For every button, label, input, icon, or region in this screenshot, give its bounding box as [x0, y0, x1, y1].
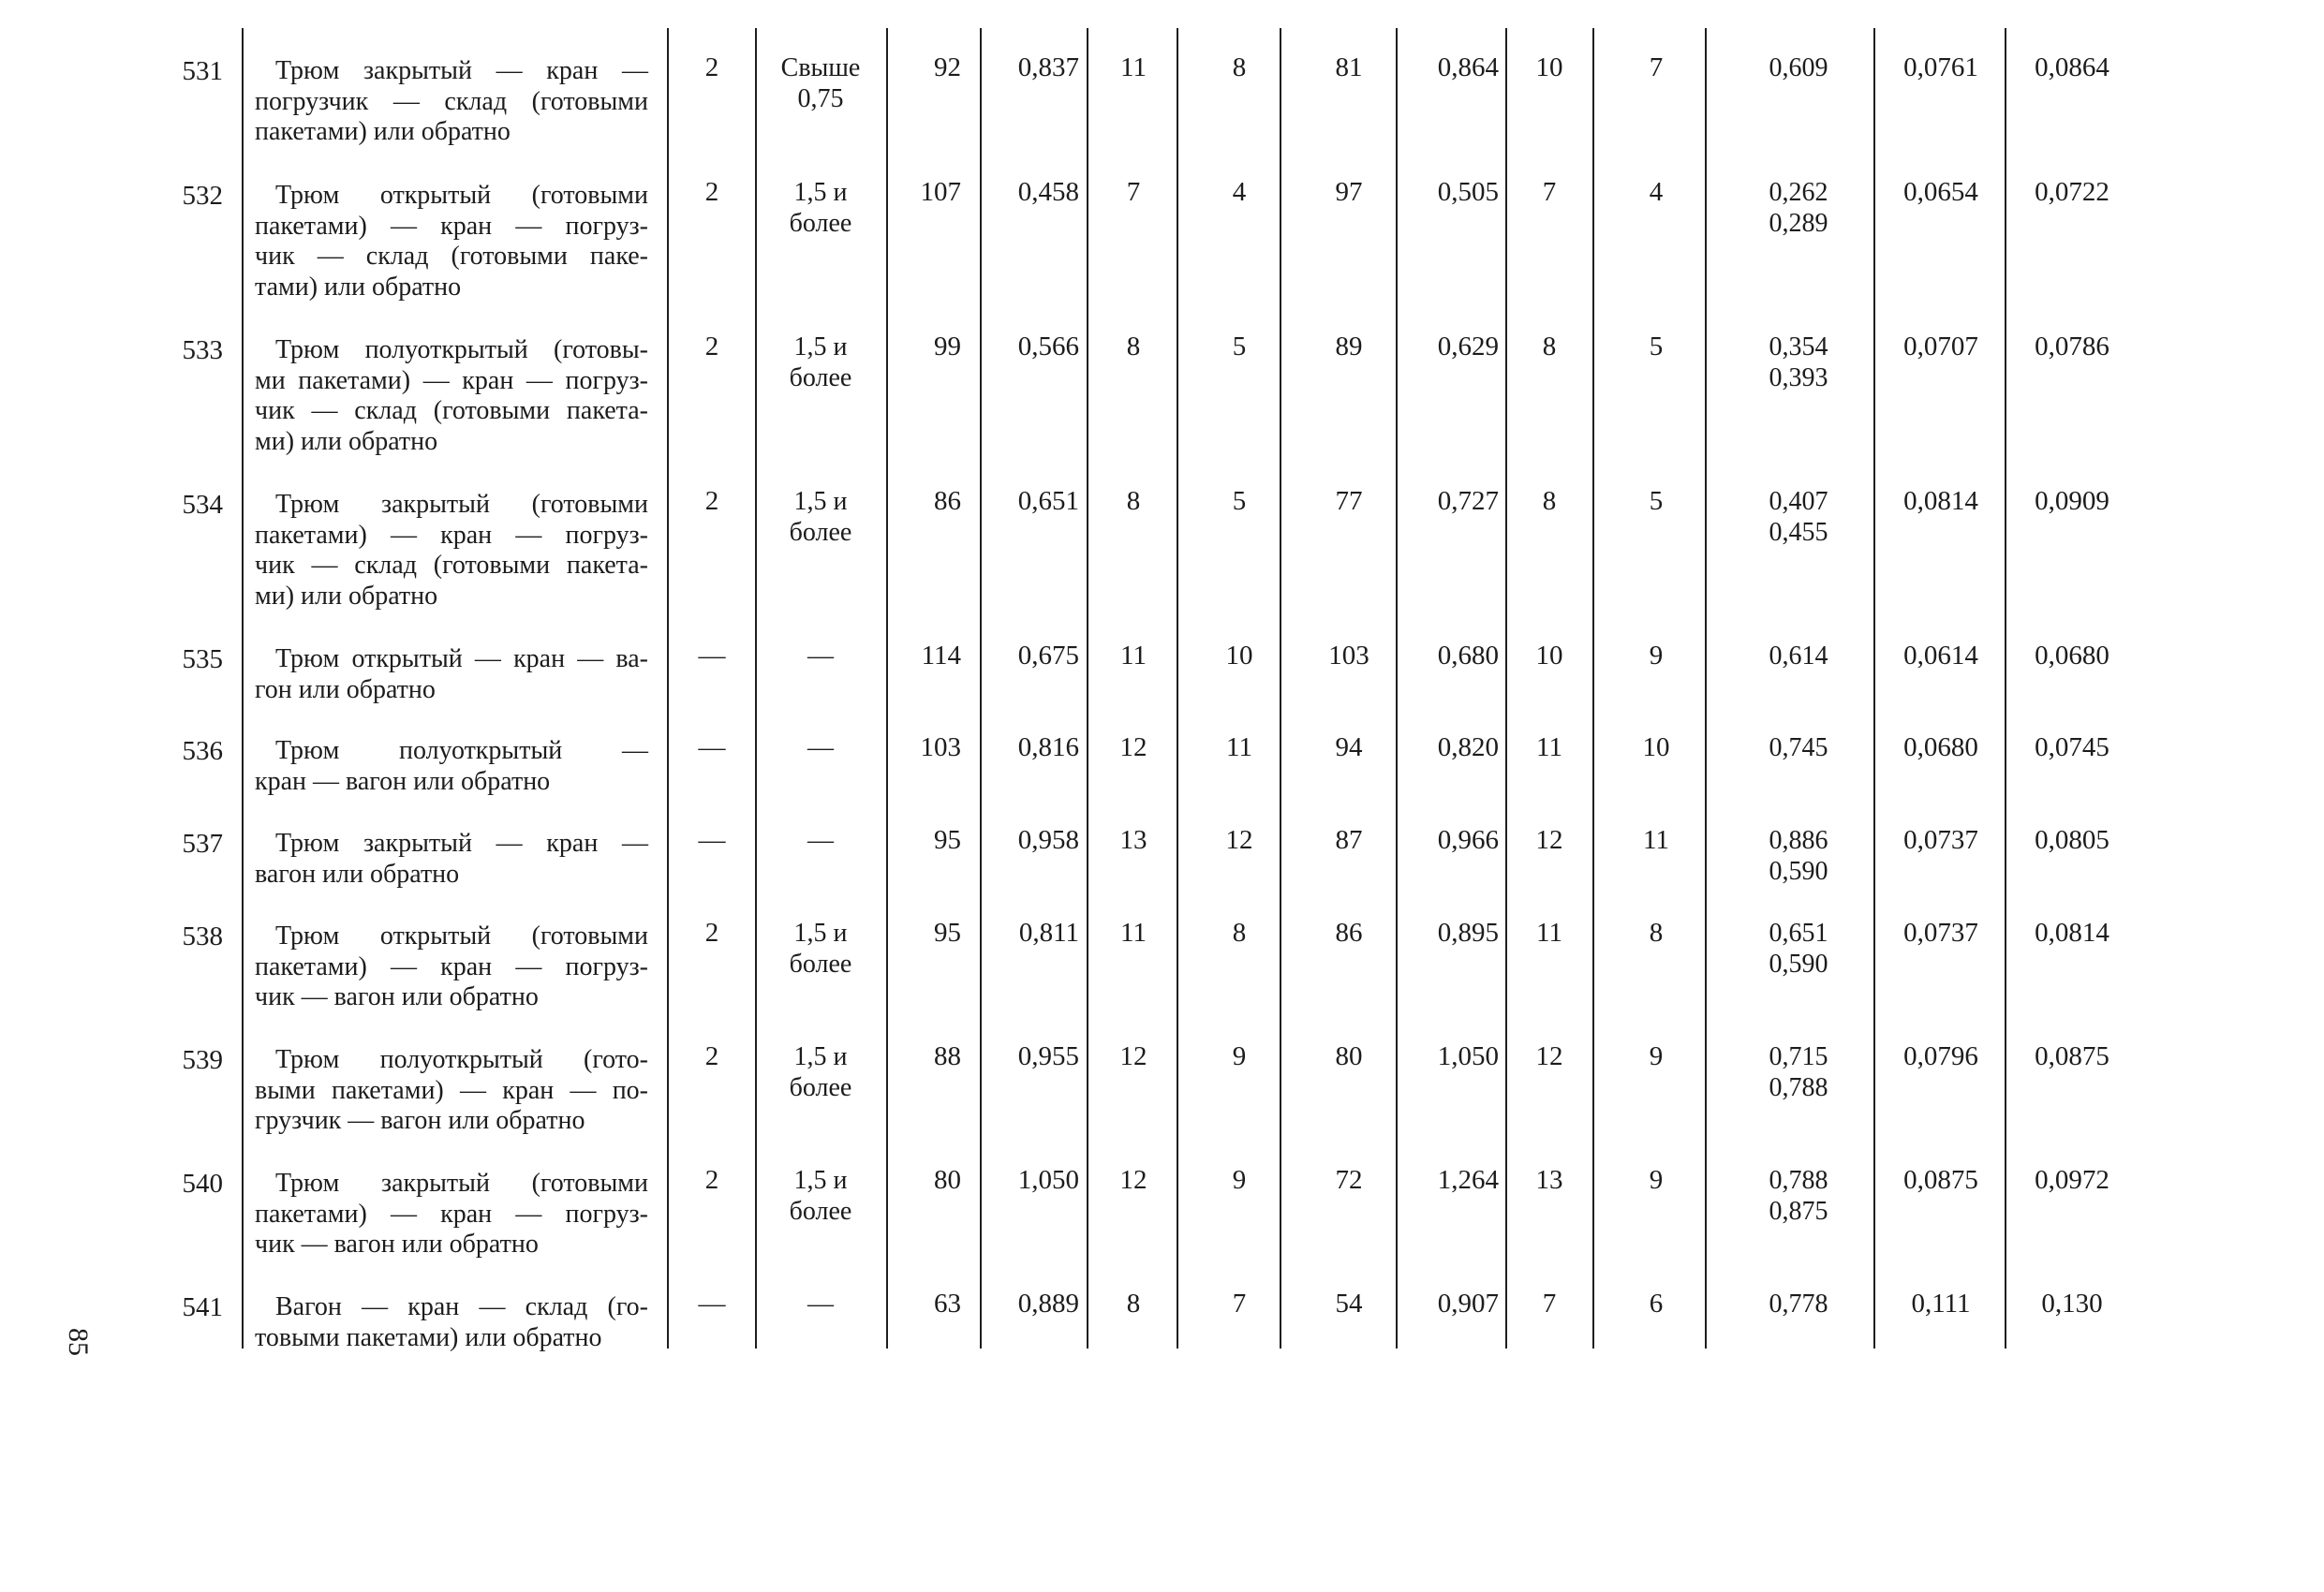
- description-line: ми) или обратно: [255, 581, 438, 611]
- value-c12: 0,393: [1769, 363, 1828, 392]
- value-c14: 0,0972: [2035, 1165, 2109, 1195]
- value-c14: 0,0786: [2035, 332, 2109, 361]
- operation-description: [255, 181, 648, 302]
- value-c2: —: [698, 641, 726, 671]
- description-line: Трюм полуоткрытый (готовы-: [275, 335, 648, 364]
- row-number: 536: [182, 736, 223, 766]
- value-c2: 2: [704, 332, 719, 361]
- value-c7: 11: [1226, 732, 1252, 762]
- value-c3: более: [789, 518, 852, 547]
- value-c13: 0,0707: [1903, 332, 1978, 361]
- description-line: тами) или обратно: [255, 272, 462, 302]
- value-c4: 92: [934, 52, 961, 82]
- value-c9: 0,680: [1437, 641, 1499, 671]
- column-divider: [1592, 28, 1594, 1349]
- value-c9: 0,895: [1437, 918, 1499, 948]
- description-line: Трюм закрытый (готовыми: [275, 490, 648, 519]
- value-c12: 0,289: [1769, 209, 1828, 238]
- value-c8: 54: [1335, 1289, 1363, 1319]
- value-c4: 103: [920, 732, 961, 762]
- value-c2: 2: [704, 52, 719, 82]
- value-c7: 5: [1232, 486, 1247, 516]
- value-c3: более: [789, 1197, 852, 1226]
- description-line: Трюм открытый (готовыми: [275, 181, 648, 210]
- value-c7: 12: [1225, 825, 1253, 855]
- value-c7: 8: [1232, 918, 1247, 948]
- value-c11: 10: [1642, 732, 1670, 762]
- value-c6: 13: [1119, 825, 1147, 855]
- value-c3: 1,5 и: [793, 1166, 848, 1195]
- value-c11: 4: [1649, 177, 1664, 207]
- description-line: чик — вагон или обратно: [255, 982, 539, 1011]
- value-c9: 0,820: [1437, 732, 1499, 762]
- value-c3: —: [807, 733, 834, 762]
- value-c4: 107: [920, 177, 961, 207]
- value-c11: 6: [1649, 1289, 1664, 1319]
- value-c7: 7: [1232, 1289, 1247, 1319]
- value-c11: 7: [1649, 52, 1664, 82]
- value-c14: 0,0745: [2035, 732, 2109, 762]
- description-line: Трюм закрытый (готовыми: [275, 1169, 648, 1198]
- value-c10: 7: [1542, 1289, 1557, 1319]
- value-c5: 0,675: [1017, 641, 1079, 671]
- value-c2: 2: [704, 1165, 719, 1195]
- value-c5: 0,889: [1017, 1289, 1079, 1319]
- value-c12: 0,354: [1769, 332, 1828, 361]
- value-c10: 11: [1536, 918, 1562, 948]
- value-c3: 1,5 и: [793, 919, 848, 948]
- value-c8: 77: [1335, 486, 1363, 516]
- value-c3: более: [789, 950, 852, 979]
- row-number: 534: [182, 490, 223, 520]
- value-c12: 0,590: [1769, 857, 1828, 886]
- value-c11: 5: [1649, 486, 1664, 516]
- operation-description: [255, 829, 648, 890]
- value-c8: 72: [1335, 1165, 1363, 1195]
- column-divider: [1280, 28, 1281, 1349]
- value-c5: 0,837: [1017, 52, 1079, 82]
- operation-description: [255, 1292, 648, 1353]
- value-c9: 0,727: [1437, 486, 1499, 516]
- description-line: Трюм закрытый — кран —: [275, 829, 648, 858]
- value-c12: 0,407: [1769, 487, 1828, 516]
- description-line: пакетами) — кран — погруз-: [255, 520, 648, 550]
- value-c3: —: [807, 1290, 834, 1319]
- row-number: 539: [182, 1045, 223, 1075]
- description-line: чик — склад (готовыми пакета-: [255, 551, 648, 580]
- description-line: пакетами) — кран — погруз-: [255, 951, 648, 981]
- value-c11: 9: [1649, 641, 1664, 671]
- column-divider: [1505, 28, 1507, 1349]
- column-divider: [667, 28, 669, 1349]
- value-c5: 0,651: [1017, 486, 1079, 516]
- description-line: выми пакетами) — кран — по-: [255, 1075, 648, 1105]
- column-divider: [242, 28, 244, 1349]
- value-c4: 86: [934, 486, 961, 516]
- value-c9: 0,966: [1437, 825, 1499, 855]
- operation-description: [255, 490, 648, 612]
- value-c10: 13: [1535, 1165, 1563, 1195]
- value-c14: 0,0814: [2035, 918, 2109, 948]
- value-c2: 2: [704, 1041, 719, 1071]
- value-c10: 7: [1542, 177, 1557, 207]
- value-c5: 0,566: [1017, 332, 1079, 361]
- description-line: пакетами) — кран — погруз-: [255, 1199, 648, 1229]
- value-c3: 1,5 и: [793, 487, 848, 516]
- value-c3: более: [789, 209, 852, 238]
- value-c10: 10: [1535, 52, 1563, 82]
- value-c3: 1,5 и: [793, 178, 848, 207]
- value-c14: 0,0680: [2035, 641, 2109, 671]
- description-line: чик — склад (готовыми паке-: [255, 242, 648, 271]
- value-c14: 0,0875: [2035, 1041, 2109, 1071]
- value-c12: 0,590: [1769, 950, 1828, 979]
- value-c10: 11: [1536, 732, 1562, 762]
- value-c10: 12: [1535, 1041, 1563, 1071]
- value-c8: 87: [1335, 825, 1363, 855]
- column-divider: [1087, 28, 1088, 1349]
- value-c2: —: [698, 825, 726, 855]
- value-c7: 4: [1232, 177, 1247, 207]
- value-c4: 114: [921, 641, 961, 671]
- value-c8: 97: [1335, 177, 1363, 207]
- row-number: 541: [182, 1292, 223, 1322]
- value-c3: более: [789, 1073, 852, 1102]
- value-c2: 2: [704, 918, 719, 948]
- value-c12: 0,609: [1769, 53, 1828, 82]
- description-line: ми) или обратно: [255, 426, 438, 456]
- value-c8: 86: [1335, 918, 1363, 948]
- value-c9: 0,629: [1437, 332, 1499, 361]
- description-line: пакетами) — кран — погруз-: [255, 211, 648, 241]
- value-c2: —: [698, 732, 726, 762]
- value-c7: 9: [1232, 1165, 1247, 1195]
- value-c13: 0,0737: [1903, 825, 1978, 855]
- value-c3: Свыше: [780, 53, 861, 82]
- value-c4: 95: [934, 825, 961, 855]
- value-c2: 2: [704, 177, 719, 207]
- value-c3: 1,5 и: [793, 332, 848, 361]
- value-c13: 0,0654: [1903, 177, 1978, 207]
- value-c6: 11: [1120, 641, 1147, 671]
- value-c9: 1,264: [1437, 1165, 1499, 1195]
- value-c10: 10: [1535, 641, 1563, 671]
- value-c12: 0,455: [1769, 518, 1828, 547]
- operation-description: [255, 1169, 648, 1260]
- value-c12: 0,715: [1769, 1042, 1828, 1071]
- value-c14: 0,0909: [2035, 486, 2109, 516]
- description-line: пакетами) или обратно: [255, 117, 511, 146]
- value-c12: 0,778: [1769, 1290, 1828, 1319]
- row-number: 535: [182, 644, 223, 674]
- value-c6: 11: [1120, 52, 1147, 82]
- value-c7: 9: [1232, 1041, 1247, 1071]
- value-c10: 12: [1535, 825, 1563, 855]
- description-line: ми пакетами) — кран — погруз-: [255, 365, 648, 395]
- value-c8: 80: [1335, 1041, 1363, 1071]
- operation-description: [255, 921, 648, 1013]
- row-number: 538: [182, 921, 223, 951]
- value-c13: 0,0680: [1903, 732, 1978, 762]
- description-line: Трюм полуоткрытый (гото-: [275, 1045, 648, 1074]
- description-line: грузчик — вагон или обратно: [255, 1106, 585, 1135]
- value-c3: более: [789, 363, 852, 392]
- column-divider: [980, 28, 982, 1349]
- value-c13: 0,0737: [1903, 918, 1978, 948]
- description-line: товыми пакетами) или обратно: [255, 1322, 602, 1352]
- operation-description: [255, 335, 648, 457]
- value-c11: 9: [1649, 1041, 1664, 1071]
- value-c4: 88: [934, 1041, 961, 1071]
- value-c13: 0,0614: [1903, 641, 1978, 671]
- value-c6: 7: [1126, 177, 1141, 207]
- value-c10: 8: [1542, 486, 1557, 516]
- value-c11: 9: [1649, 1165, 1664, 1195]
- value-c9: 0,864: [1437, 52, 1499, 82]
- value-c8: 103: [1328, 641, 1369, 671]
- column-divider: [1396, 28, 1398, 1349]
- value-c6: 12: [1119, 1041, 1147, 1071]
- value-c6: 12: [1119, 1165, 1147, 1195]
- value-c5: 0,811: [1018, 918, 1079, 948]
- value-c12: 0,875: [1769, 1197, 1828, 1226]
- value-c8: 94: [1335, 732, 1363, 762]
- value-c14: 0,0805: [2035, 825, 2109, 855]
- operation-description: [255, 1045, 648, 1137]
- description-line: Трюм закрытый — кран —: [275, 56, 648, 85]
- description-line: Трюм открытый — кран — ва-: [275, 644, 648, 673]
- value-c11: 8: [1649, 918, 1664, 948]
- value-c13: 0,0875: [1903, 1165, 1978, 1195]
- value-c14: 0,0864: [2035, 52, 2109, 82]
- value-c9: 1,050: [1437, 1041, 1499, 1071]
- value-c4: 95: [934, 918, 961, 948]
- description-line: гон или обратно: [255, 674, 436, 704]
- operation-description: [255, 736, 648, 797]
- value-c12: 0,788: [1769, 1073, 1828, 1102]
- description-line: Вагон — кран — склад (го-: [275, 1292, 648, 1321]
- value-c3: 1,5 и: [793, 1042, 848, 1071]
- row-number: 533: [182, 335, 223, 365]
- value-c12: 0,886: [1769, 826, 1828, 855]
- value-c5: 0,955: [1017, 1041, 1079, 1071]
- value-c12: 0,745: [1769, 733, 1828, 762]
- value-c13: 0,0814: [1903, 486, 1978, 516]
- value-c13: 0,0761: [1903, 52, 1978, 82]
- value-c5: 0,458: [1017, 177, 1079, 207]
- value-c3: —: [807, 641, 834, 671]
- value-c6: 12: [1119, 732, 1147, 762]
- value-c5: 0,816: [1017, 732, 1079, 762]
- value-c7: 5: [1232, 332, 1247, 361]
- value-c14: 0,0722: [2035, 177, 2109, 207]
- row-number: 537: [182, 829, 223, 859]
- value-c8: 89: [1335, 332, 1363, 361]
- value-c8: 81: [1335, 52, 1363, 82]
- value-c4: 99: [934, 332, 961, 361]
- page-number: 85: [63, 1328, 94, 1356]
- column-divider: [2005, 28, 2006, 1349]
- value-c13: 0,111: [1911, 1289, 1971, 1319]
- row-number: 531: [182, 56, 223, 86]
- column-divider: [1177, 28, 1178, 1349]
- operation-description: [255, 56, 648, 148]
- value-c12: 0,262: [1769, 178, 1828, 207]
- description-line: вагон или обратно: [255, 859, 460, 889]
- description-line: чик — вагон или обратно: [255, 1230, 539, 1259]
- description-line: Трюм полуоткрытый —: [275, 736, 648, 765]
- value-c5: 1,050: [1017, 1165, 1079, 1195]
- value-c13: 0,0796: [1903, 1041, 1978, 1071]
- value-c9: 0,907: [1437, 1289, 1499, 1319]
- value-c4: 63: [934, 1289, 961, 1319]
- value-c6: 8: [1126, 1289, 1141, 1319]
- value-c4: 80: [934, 1165, 961, 1195]
- value-c6: 11: [1120, 918, 1147, 948]
- description-line: погрузчик — склад (готовыми: [255, 86, 648, 116]
- value-c11: 5: [1649, 332, 1664, 361]
- value-c3: —: [807, 826, 834, 855]
- operation-description: [255, 644, 648, 705]
- value-c12: 0,788: [1769, 1166, 1828, 1195]
- description-line: чик — склад (готовыми пакета-: [255, 396, 648, 425]
- value-c10: 8: [1542, 332, 1557, 361]
- value-c12: 0,614: [1769, 641, 1828, 671]
- description-line: кран — вагон или обратно: [255, 766, 551, 796]
- value-c2: —: [698, 1289, 726, 1319]
- value-c3: 0,75: [797, 84, 844, 113]
- value-c6: 8: [1126, 486, 1141, 516]
- value-c7: 10: [1225, 641, 1253, 671]
- description-line: Трюм открытый (готовыми: [275, 921, 648, 951]
- value-c5: 0,958: [1017, 825, 1079, 855]
- value-c2: 2: [704, 486, 719, 516]
- row-number: 532: [182, 181, 223, 211]
- value-c14: 0,130: [2041, 1289, 2103, 1319]
- value-c9: 0,505: [1437, 177, 1499, 207]
- value-c11: 11: [1643, 825, 1669, 855]
- value-c6: 8: [1126, 332, 1141, 361]
- value-c7: 8: [1232, 52, 1247, 82]
- row-number: 540: [182, 1169, 223, 1199]
- value-c12: 0,651: [1769, 919, 1828, 948]
